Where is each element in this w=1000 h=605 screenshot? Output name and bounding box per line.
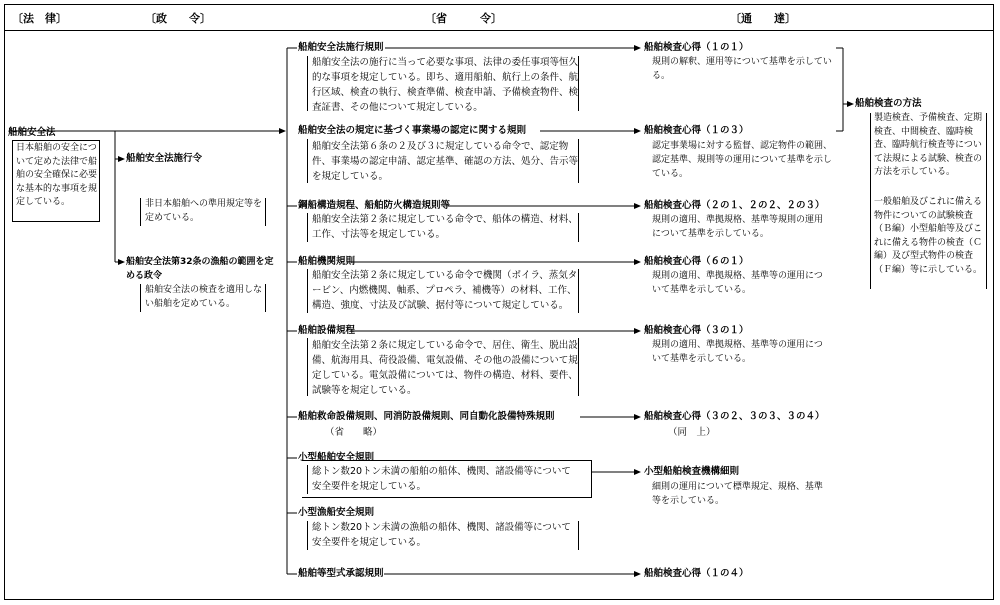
notice-1-title: 船舶検査心得（１の１） (644, 42, 749, 53)
ministerial-7-title: 小型船舶安全規則 (298, 452, 375, 463)
ministerial-8-bracket-right (578, 521, 579, 550)
notice-4-title: 船舶検査心得（６の１） (644, 256, 749, 267)
method-bracket-right (986, 113, 987, 289)
ministerial-8-bracket-left (307, 521, 308, 550)
cabinet-order-2-title: 船舶安全法第32条の漁船の範囲を定める政令 (126, 257, 274, 281)
method-desc-1: 製造検査、予備検査、定期検査、中間検査、臨時検査、臨時航行検査等について法規による試験、検査の方法を示している。 (874, 113, 983, 177)
cabinet-order-1-bracket-left (140, 198, 141, 226)
notice-2-title: 船舶検査心得（１の３） (644, 125, 749, 136)
ministerial-6-desc: （省 略） (325, 427, 383, 438)
ministerial-8-desc: 総トン数20トン未満の漁船の船体、機関、諸設備等について安全要件を規定している。 (312, 522, 571, 548)
header-cabinet-order: 〔政 令〕 (145, 12, 211, 25)
ministerial-1-desc: 船舶安全法の施行に当って必要な事項、法律の委任事項等恒久的な事項を規定している。即ち、適用船舶、航行上の条件、航行区域、検査の執行、検査準備、検査申請、予備検査物件、検査証書、その他について規定している。 (312, 57, 579, 113)
ministerial-2-title: 船舶安全法の規定に基づく事業場の認定に関する規則 (298, 125, 527, 136)
ministerial-3-desc: 船舶安全法第２条に規定している命令で、船体の構造、材料、工作、寸法等を規定している。 (312, 214, 578, 240)
law-desc: 日本船舶の安全について定めた法律で船舶の安全確保に必要な基本的な事項を規定している。 (16, 143, 98, 207)
ministerial-5-bracket-left (307, 338, 308, 396)
ministerial-1-bracket-left (307, 56, 308, 111)
header-ministerial-order: 〔省 令〕 (425, 12, 502, 25)
notice-1-desc: 規則の解釈、運用等について基準を示している。 (652, 57, 832, 81)
notice-8-title: 船舶検査心得（１の４） (644, 568, 749, 579)
method-title: 船舶検査の方法 (855, 98, 922, 109)
notice-7-desc: 細則の運用について標準規定、規格、基準等を示している。 (652, 482, 823, 506)
ministerial-4-bracket-left (307, 269, 308, 313)
ministerial-2-bracket-right (578, 139, 579, 183)
method-desc-2: 一般船舶及びこれに備える物件についての試験検査（Ｂ編）小型船舶等及びこれに備える物件の検査（Ｃ編）及び型式物件の検査（Ｆ編）等に示している。 (874, 197, 983, 275)
ministerial-4-bracket-right (578, 269, 579, 313)
notice-6-title: 船舶検査心得（３の２、３の３、３の４） (644, 411, 825, 422)
notice-4-desc: 規則の適用、準拠規格、基準等の運用について基準を示している。 (652, 271, 823, 295)
cabinet-order-1-bracket-right (265, 198, 266, 226)
ministerial-3-bracket-right (578, 213, 579, 242)
ministerial-9-title: 船舶等型式承認規則 (298, 568, 384, 579)
notice-6-desc: （同 上） (668, 427, 716, 438)
cabinet-order-2-bracket-right (265, 284, 266, 312)
ministerial-3-title: 鋼船構造規程、船舶防火構造規則等 (298, 200, 451, 211)
method-bracket-left (870, 113, 871, 289)
cabinet-order-1-desc: 非日本船舶への準用規定等を定めている。 (145, 199, 263, 223)
header-law: 〔法 律〕 (12, 12, 67, 25)
cabinet-order-1-title: 船舶安全法施行令 (126, 153, 203, 164)
ministerial-6-title: 船舶救命設備規則、同消防設備規則、同自動化設備特殊規則 (298, 411, 555, 422)
ministerial-4-desc: 船舶安全法第２条に規定している命令で機関（ボイラ、蒸気タービン、内燃機関、軸系、プロペラ、補機等）の材料、工作、構造、強度、寸法及び試験、据付等について規定している。 (312, 270, 578, 311)
ministerial-8-title: 小型漁船安全規則 (298, 507, 375, 518)
cabinet-order-2-bracket-left (140, 284, 141, 312)
notice-2-desc: 認定事業場に対する監督、認定物件の範囲、認定基準、規則等の運用について基準を示している。 (652, 141, 833, 179)
notice-3-title: 船舶検査心得（２の１、２の２、２の３） (644, 200, 825, 211)
ministerial-7-desc: 総トン数20トン未満の船舶の船体、機関、諸設備等について安全要件を規定している。 (312, 466, 571, 492)
ministerial-2-bracket-left (307, 139, 308, 183)
ministerial-1-bracket-right (578, 56, 579, 111)
ministerial-5-desc: 船舶安全法第２条に規定している命令で、居住、衛生、脱出設備、航海用具、荷役設備、電気設備、その他の設備について規定している。電気設備については、物件の構造、材料、要件、試験等を規定している。 (312, 340, 578, 396)
ministerial-2-desc: 船舶安全法第６条の２及び３に規定している命令で、認定物件、事業場の認定申請、認定基準、確認の方法、処分、告示等を規定している。 (312, 141, 579, 182)
ministerial-3-bracket-left (307, 213, 308, 242)
ministerial-1-title: 船舶安全法施行規則 (298, 42, 384, 53)
ministerial-7-bracket-left (307, 465, 308, 494)
header-notice: 〔通 達〕 (730, 12, 796, 25)
notice-3-desc: 規則の適用、準拠規格、基準等規則の運用について基準を示している。 (652, 215, 824, 239)
ministerial-5-title: 船舶設備規程 (298, 325, 356, 336)
ministerial-5-bracket-right (578, 338, 579, 396)
notice-5-title: 船舶検査心得（３の１） (644, 325, 749, 336)
ministerial-4-title: 船舶機関規則 (298, 256, 356, 267)
notice-7-title: 小型船舶検査機構細則 (644, 466, 740, 477)
law-title: 船舶安全法 (8, 127, 56, 138)
cabinet-order-2-desc: 船舶安全法の検査を適用しない船舶を定めている。 (145, 285, 263, 309)
notice-5-desc: 規則の適用、準拠規格、基準等の運用について基準を示している。 (652, 340, 823, 364)
